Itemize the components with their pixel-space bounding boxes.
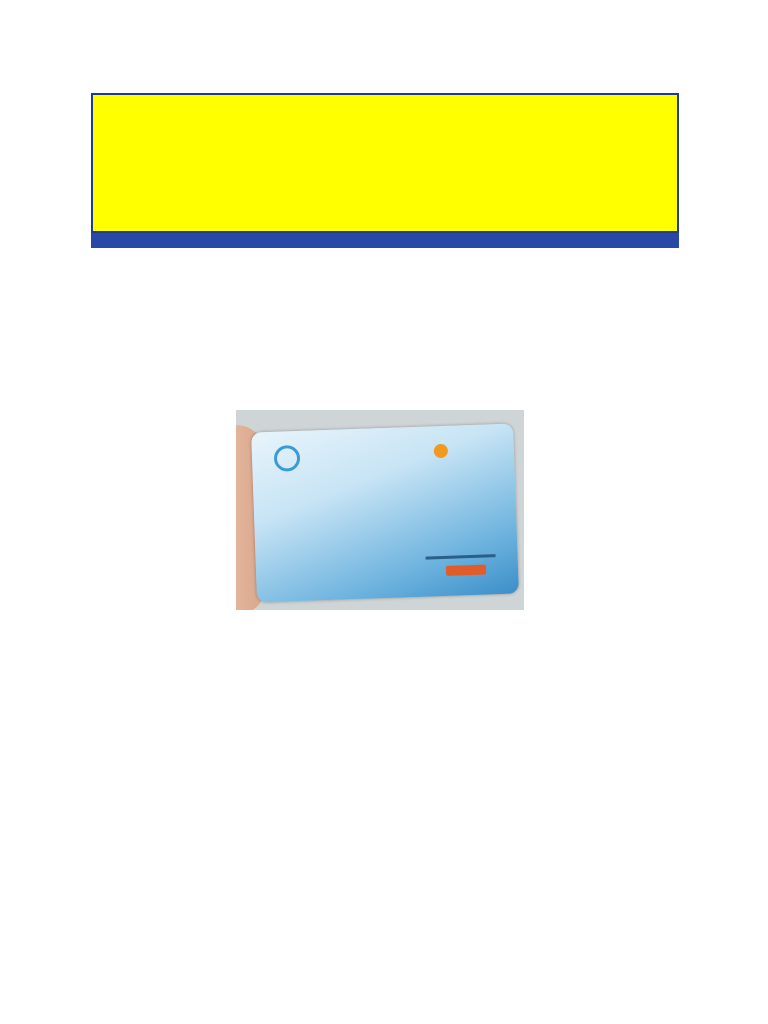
card-title-line-2 [302, 441, 422, 445]
jasindo-logo-icon [434, 444, 448, 458]
kkp-logo-icon [274, 445, 301, 472]
header-banner [91, 93, 679, 233]
card-tag [446, 565, 486, 576]
insurance-card-photo [236, 410, 524, 610]
card-title-line-1 [302, 441, 422, 445]
card-title [302, 441, 422, 445]
insurance-card [251, 423, 519, 602]
boat-illustration [424, 514, 495, 559]
card-fields [251, 423, 513, 432]
header-band [91, 233, 679, 248]
